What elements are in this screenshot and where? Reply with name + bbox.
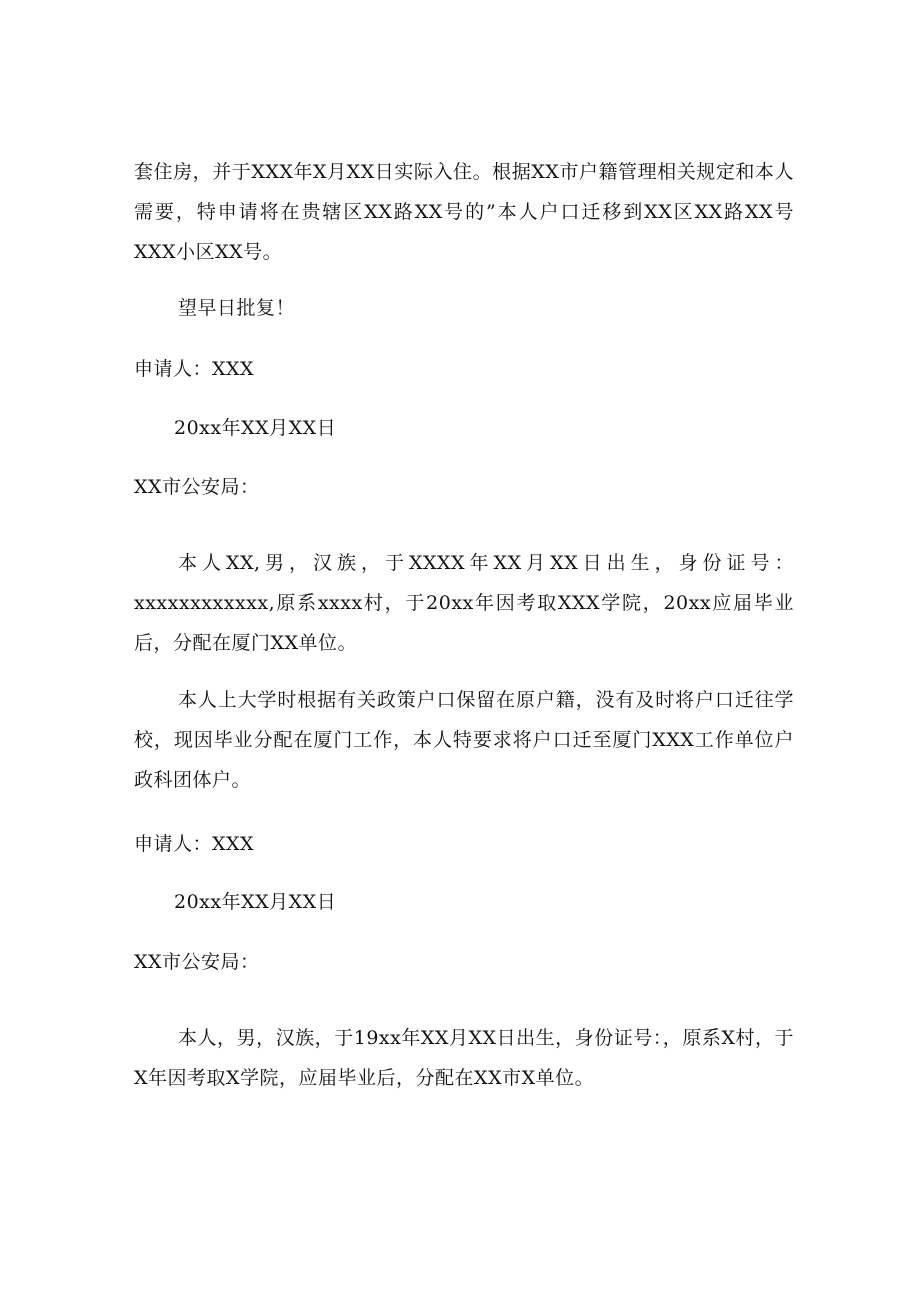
- paragraph-hukou-reason: 本人上大学时根据有关政策户口保留在原户籍，没有及时将户口迁往学校，现因毕业分配在厦门工作，本人特要求将户口迁至厦门XXX工作单位户政科团体户。: [134, 689, 794, 791]
- addressee-line-1: XX市公安局：: [134, 476, 260, 498]
- paragraph-request-approval: 望早日批复！: [178, 297, 296, 319]
- date-line-2: 20xx年XX月XX日: [174, 891, 337, 913]
- paragraph-personal-info-2: 本人，男，汉族，于19xx年XX月XX日出生，身份证号：，原系X村，于X年因考取X学院，应届毕业后，分配在XX市X单位。: [134, 1027, 794, 1089]
- applicant-line-2: 申请人：XXX: [134, 833, 255, 855]
- paragraph-residence: 套住房，并于XXX年X月XX日实际入住。根据XX市户籍管理相关规定和本人需要，特申请将在贵辖区XX路XX号的”本人户口迁移到XX区XX路XX号XXX小区XX号。: [134, 161, 794, 263]
- addressee-line-2: XX市公安局：: [134, 951, 260, 973]
- applicant-line-1: 申请人：XXX: [134, 358, 255, 380]
- date-line-1: 20xx年XX月XX日: [174, 417, 337, 439]
- paragraph-personal-info-1: 本人XX,男，汉族，于XXXX年XX月XX日出生，身份证号：xxxxxxxxxxxx,原系xxxx村，于20xx年因考取XXX学院，20xx应届毕业后，分配在厦门XX单位。: [134, 552, 794, 654]
